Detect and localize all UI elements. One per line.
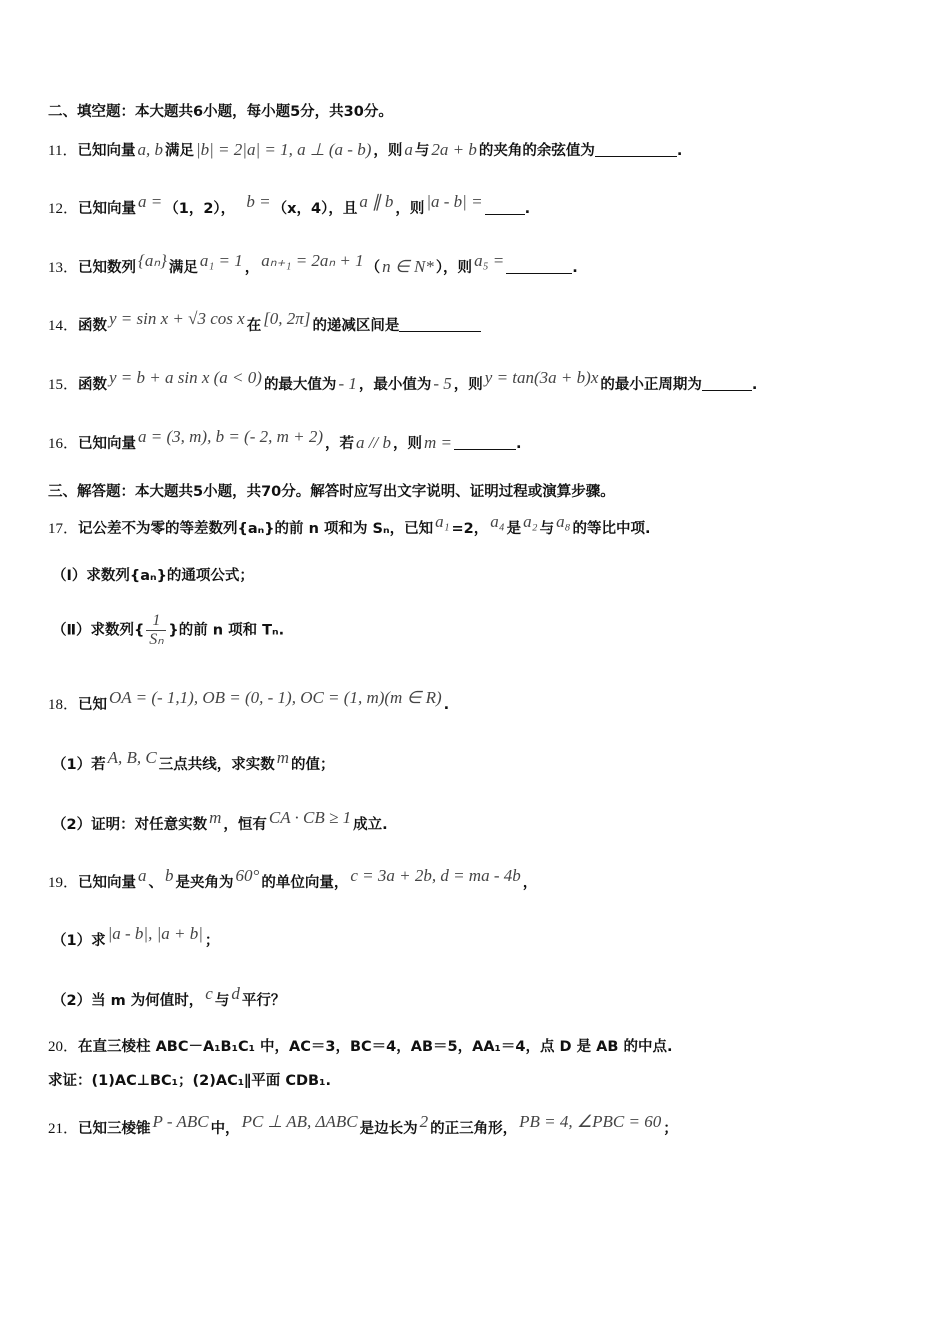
text: ，则 — [393, 436, 422, 452]
text: ，则 — [453, 377, 483, 393]
text: ； — [204, 933, 220, 949]
math-expr: 2 — [419, 1112, 429, 1131]
fraction — [146, 612, 166, 649]
question-17-part-2 — [52, 612, 284, 649]
math-expr: OA = (- 1,1), OB = (0, - 1), OC = (1, m)(m ∈ R) — [109, 688, 442, 707]
question-18-part-2 — [52, 808, 388, 835]
text: 是 — [506, 521, 522, 537]
math-expr: P - ABC — [152, 1112, 209, 1131]
text: （ — [365, 260, 381, 276]
text: 是边长为 — [359, 1121, 418, 1137]
question-20-proof: 求证：(1)AC⊥BC₁；(2)AC₁∥平面 CDB₁. — [48, 1073, 331, 1089]
text: ，最小值为 — [358, 377, 432, 393]
math-expr: c = 3a + 2b, d = ma - 4b — [350, 866, 521, 885]
question-14 — [48, 309, 481, 336]
text: ，则 — [395, 201, 425, 217]
math-expr: a₁ — [435, 512, 450, 531]
math-expr: a₅ = — [474, 251, 505, 270]
text: 的最小正周期为 — [600, 377, 702, 393]
math-expr: a = (3, m), b = (- 2, m + 2) — [138, 427, 324, 446]
text: 满足 — [168, 260, 198, 276]
question-number: 11． — [48, 143, 78, 159]
question-21 — [48, 1112, 678, 1139]
math-expr: a₈ — [556, 512, 571, 531]
math-expr: b = — [246, 192, 271, 211]
question-12 — [48, 192, 531, 219]
text: 的递减区间是 — [312, 318, 400, 334]
math-expr: a₄ — [490, 512, 505, 531]
question-number: 18． — [48, 697, 79, 713]
text: . — [443, 697, 450, 713]
math-expr: CA · CB ≥ 1 — [268, 808, 352, 827]
math-expr: b — [165, 866, 174, 885]
text: 中， — [210, 1121, 240, 1137]
question-17 — [48, 512, 651, 539]
math-expr: a₂ — [523, 512, 538, 531]
math-expr: a = — [138, 192, 163, 211]
text: . — [676, 143, 683, 159]
math-expr: [0, 2π] — [263, 309, 311, 328]
text: . — [516, 436, 522, 452]
math-expr: y = tan(3a + b)x — [484, 368, 599, 387]
text: ； — [663, 1121, 678, 1137]
question-number: 15． — [48, 377, 79, 393]
math-expr: c — [205, 984, 213, 1003]
text: 与 — [539, 521, 555, 537]
math-expr: A, B, C — [107, 748, 157, 767]
answer-blank — [595, 142, 677, 157]
math-expr: |b| = 2|a| = 1, a ⊥ (a - b) — [195, 140, 372, 159]
math-expr: PC ⊥ AB, ΔABC — [241, 1112, 358, 1131]
question-number: 17． — [48, 521, 79, 537]
text: 函数 — [78, 377, 108, 393]
math-expr: m — [209, 808, 222, 827]
text: =2， — [451, 521, 489, 537]
question-19 — [48, 866, 538, 893]
text: 、 — [148, 875, 164, 891]
question-16 — [48, 427, 522, 454]
math-expr: |a - b|, |a + b| — [107, 924, 203, 943]
math-expr: a // b — [356, 433, 391, 452]
text: 三点共线，求实数 — [158, 757, 275, 773]
text: ），则 — [435, 260, 473, 276]
question-19-part-1 — [52, 924, 220, 951]
text: （Ⅱ）求数列{ — [52, 622, 145, 639]
text: （2）当 m 为何值时， — [52, 993, 204, 1009]
question-number: 14． — [48, 318, 79, 334]
text: ， — [244, 260, 260, 276]
math-expr: d — [231, 984, 240, 1003]
question-11 — [48, 140, 682, 161]
section-heading-solutions: 三、解答题：本大题共5小题，共70分。解答时应写出文字说明、证明过程或演算步骤。 — [48, 484, 615, 500]
question-15 — [48, 368, 758, 395]
text: }的前 n 项和 Tₙ. — [168, 622, 285, 639]
text: （1）求 — [52, 933, 106, 949]
text: 已知数列 — [78, 260, 137, 276]
text: ，则 — [373, 143, 403, 159]
text: . — [751, 377, 758, 393]
question-13 — [48, 251, 578, 278]
text: ，恒有 — [223, 817, 267, 833]
text: 的等比中项. — [572, 521, 651, 537]
answer-blank — [702, 376, 752, 391]
text: ，若 — [325, 436, 355, 452]
question-18 — [48, 688, 450, 715]
math-expr: 2a + b — [431, 140, 477, 159]
text: （x，4），且 — [272, 201, 358, 217]
math-expr: m = — [424, 433, 452, 452]
question-20 — [48, 1037, 673, 1057]
question-number: 19． — [48, 875, 79, 891]
text: 平行？ — [241, 993, 286, 1009]
answer-blank — [506, 259, 572, 274]
question-number: 12． — [48, 201, 79, 217]
answer-blank — [399, 317, 481, 332]
math-expr: aₙ₊₁ = 2aₙ + 1 — [261, 251, 364, 270]
question-number: 13． — [48, 260, 79, 276]
text: 的夹角的余弦值为 — [478, 143, 595, 159]
text: 已知三棱锥 — [78, 1121, 151, 1137]
text: . — [572, 260, 578, 276]
math-expr: a₁ = 1 — [199, 251, 243, 270]
section-heading-fill-in: 二、填空题：本大题共6小题，每小题5分，共30分。 — [48, 104, 393, 120]
text: 已知 — [78, 697, 108, 713]
text: 已知向量 — [78, 201, 137, 217]
math-expr: - 1 — [338, 374, 357, 393]
math-expr: y = sin x + √3 cos x — [109, 309, 245, 328]
text: （1）若 — [52, 757, 106, 773]
text: （1，2）， — [164, 201, 236, 217]
text: 的最大值为 — [263, 377, 337, 393]
question-18-part-1 — [52, 748, 335, 775]
math-expr: a, b — [137, 140, 163, 159]
text: 在 — [246, 318, 262, 334]
math-expr: {aₙ} — [138, 251, 167, 270]
text: 是夹角为 — [175, 875, 234, 891]
text: 满足 — [164, 143, 194, 159]
text: 成立. — [353, 817, 388, 833]
text: 的值； — [290, 757, 335, 773]
text: 已知向量 — [78, 436, 137, 452]
text: 记公差不为零的等差数列{aₙ}的前 n 项和为 Sₙ，已知 — [78, 521, 434, 537]
text: 在直三棱柱 ABC－A₁B₁C₁ 中，AC＝3，BC＝4，AB＝5，AA₁＝4，点 D 是 AB 的中点. — [78, 1039, 673, 1055]
math-expr: |a - b| = — [426, 192, 483, 211]
math-expr: - 5 — [433, 374, 452, 393]
text: 的正三角形， — [430, 1121, 518, 1137]
text: 的单位向量， — [261, 875, 349, 891]
question-number: 21． — [48, 1121, 79, 1137]
denominator: Sₙ — [149, 631, 164, 648]
text: ， — [522, 875, 538, 891]
text: 已知向量 — [77, 143, 136, 159]
question-19-part-2 — [52, 984, 286, 1011]
math-expr: 60° — [235, 866, 260, 885]
answer-blank — [454, 435, 516, 450]
text: （2）证明：对任意实数 — [52, 817, 208, 833]
math-expr: PB = 4, ∠PBC = 60 — [519, 1112, 662, 1131]
text: 函数 — [78, 318, 108, 334]
math-expr: n ∈ N* — [382, 257, 434, 276]
question-number: 20． — [48, 1039, 79, 1055]
math-expr: m — [276, 748, 289, 767]
math-expr: a ∥ b — [359, 192, 394, 211]
math-expr: a — [404, 140, 413, 159]
math-expr: y = b + a sin x (a < 0) — [109, 368, 262, 387]
numerator: 1 — [146, 612, 166, 631]
question-17-part-1: （Ⅰ）求数列{aₙ}的通项公式； — [52, 568, 254, 584]
text: 已知向量 — [78, 875, 137, 891]
text: . — [524, 201, 531, 217]
answer-blank — [485, 200, 525, 215]
math-expr: a — [138, 866, 147, 885]
text: 与 — [214, 993, 230, 1009]
question-number: 16． — [48, 436, 79, 452]
text: 与 — [414, 143, 430, 159]
